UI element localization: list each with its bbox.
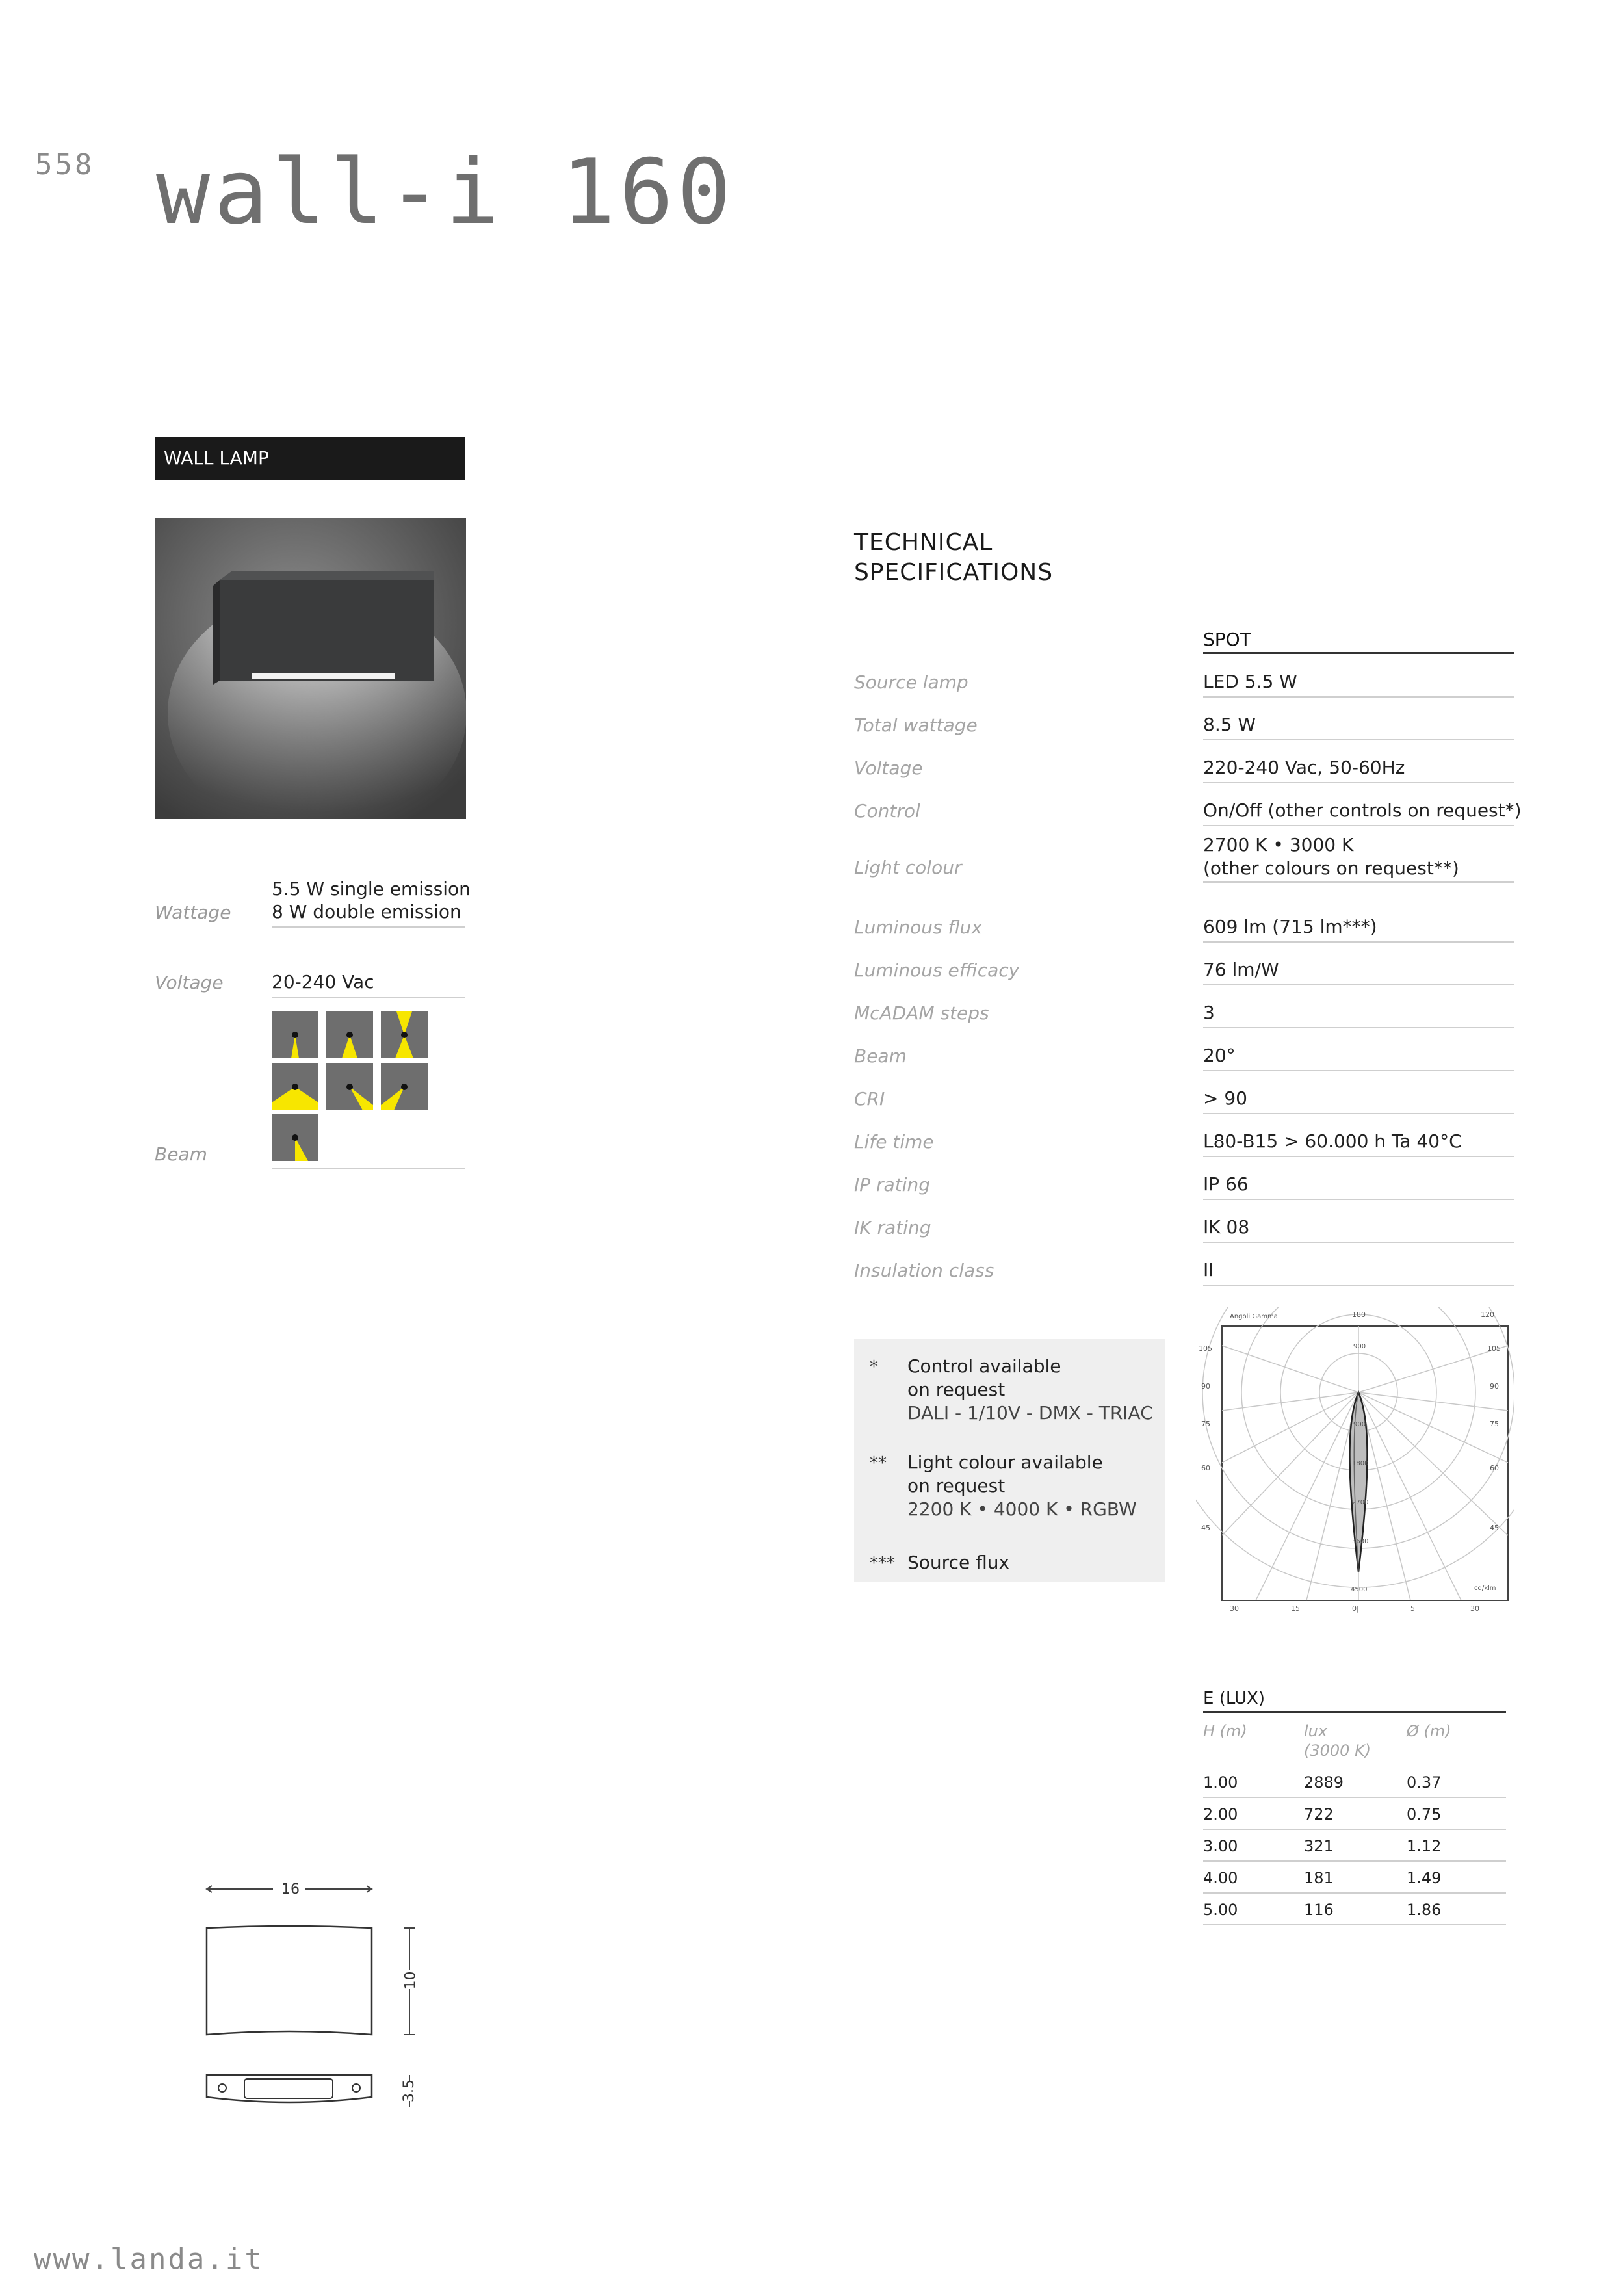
lux-cell-d: 1.12 — [1407, 1837, 1442, 1855]
note-1-title-1: Control available — [907, 1355, 1061, 1377]
lux-cell-d: 1.49 — [1407, 1869, 1442, 1887]
spec-value: 76 lm/W — [1203, 959, 1279, 980]
beam-icon-diagonal-right — [326, 1063, 373, 1110]
website[interactable]: www.landa.it — [34, 2243, 264, 2276]
spec-value: L80-B15 > 60.000 h Ta 40°C — [1203, 1130, 1462, 1152]
spec-row-divider — [1203, 1156, 1514, 1157]
polar-right-angle: 90 — [1490, 1382, 1499, 1390]
tech-title-line2: SPECIFICATIONS — [854, 559, 1054, 586]
divider — [272, 1168, 465, 1169]
beam-icon-medium-down — [326, 1011, 373, 1058]
polar-radial-value: 900 — [1353, 1343, 1366, 1350]
lux-col-lux-sub: (3000 K) — [1304, 1742, 1371, 1760]
note-mark-2: ** — [870, 1454, 887, 1473]
spec-label: Light colour — [854, 857, 962, 878]
lux-cell-d: 0.37 — [1407, 1773, 1442, 1792]
category-label: WALL LAMP — [155, 437, 465, 480]
note-3-text: Source flux — [907, 1552, 1010, 1573]
spec-label: Luminous efficacy — [854, 959, 1020, 981]
beam-icon-narrow-down — [272, 1011, 318, 1058]
spec-label: Luminous flux — [854, 917, 982, 938]
lux-col-lux: lux — [1304, 1722, 1328, 1740]
spec-value: 220-240 Vac, 50-60Hz — [1203, 757, 1405, 778]
tech-title-line1: TECHNICAL — [854, 529, 993, 556]
spec-label: McADAM steps — [854, 1002, 989, 1024]
dim-height: 10 — [402, 1971, 419, 1990]
lux-cell-h: 5.00 — [1203, 1901, 1238, 1919]
product-title: wall-i 160 — [156, 140, 735, 244]
spec-row-divider — [1203, 825, 1514, 826]
polar-left-angle: 90 — [1201, 1382, 1210, 1390]
polar-bottom-label: 0| — [1352, 1604, 1359, 1613]
spec-row-divider — [1203, 739, 1514, 740]
page-number: 558 — [35, 148, 95, 181]
lux-cell-h: 3.00 — [1203, 1837, 1238, 1855]
spec-label: CRI — [854, 1088, 885, 1110]
dim-width: 16 — [281, 1881, 300, 1898]
spec-row-divider — [1203, 1199, 1514, 1200]
note-2-title-1: Light colour available — [907, 1452, 1103, 1473]
spec-value: 20° — [1203, 1045, 1236, 1066]
wattage-label: Wattage — [155, 902, 231, 923]
spec-label: Total wattage — [854, 714, 978, 736]
polar-bottom-label: 30 — [1230, 1604, 1239, 1613]
lux-col-diameter: Ø (m) — [1407, 1722, 1451, 1740]
wattage-value-1: 5.5 W single emission — [272, 878, 471, 900]
polar-radial-value: 3600 — [1352, 1538, 1369, 1545]
spec-value: On/Off (other controls on request*) — [1203, 800, 1522, 821]
voltage-label: Voltage — [155, 972, 224, 993]
polar-bottom-label: 15 — [1291, 1604, 1300, 1613]
beam-icon-diagonal-left — [381, 1063, 428, 1110]
spec-row-divider — [1203, 984, 1514, 985]
spec-value: 609 lm (715 lm***) — [1203, 916, 1377, 937]
lux-cell-lux: 2889 — [1304, 1773, 1344, 1792]
note-2-detail: 2200 K • 4000 K • RGBW — [907, 1498, 1137, 1520]
spec-column-header: SPOT — [1203, 629, 1251, 650]
lux-row-divider — [1203, 1829, 1506, 1830]
lux-table-title: E (LUX) — [1203, 1689, 1266, 1708]
lux-row-divider — [1203, 1797, 1506, 1798]
beam-label: Beam — [155, 1143, 207, 1165]
lux-row-divider — [1203, 1892, 1506, 1894]
note-mark-1: * — [870, 1357, 878, 1377]
lux-cell-lux: 321 — [1304, 1837, 1334, 1855]
spec-value: > 90 — [1203, 1088, 1247, 1109]
spec-value: LED 5.5 W — [1203, 671, 1297, 692]
beam-icon-wide-down — [272, 1063, 318, 1110]
spec-row-divider — [1203, 1242, 1514, 1243]
spec-value: IP 66 — [1203, 1173, 1249, 1195]
polar-right-angle: 60 — [1490, 1464, 1499, 1472]
spec-label: Source lamp — [854, 672, 968, 693]
lux-row-divider — [1203, 1860, 1506, 1862]
polar-left-angle: 105 — [1199, 1344, 1212, 1353]
spec-row-divider — [1203, 881, 1514, 883]
spec-row-divider — [1203, 1113, 1514, 1114]
beam-icon-asymmetric — [272, 1114, 318, 1161]
note-1-title-2: on request — [907, 1379, 1006, 1400]
spec-value-2: (other colours on request**) — [1203, 857, 1459, 879]
spec-row-divider — [1203, 1027, 1514, 1028]
polar-left-angle: 45 — [1201, 1524, 1210, 1532]
spec-label: Life time — [854, 1131, 934, 1153]
polar-radial-value: 4500 — [1351, 1586, 1368, 1593]
product-photo — [155, 518, 466, 819]
polar-right-angle: 105 — [1487, 1344, 1501, 1353]
spec-value: IK 08 — [1203, 1216, 1250, 1238]
note-1-detail: DALI - 1/10V - DMX - TRIAC — [907, 1402, 1153, 1424]
lux-cell-lux: 116 — [1304, 1901, 1334, 1919]
tech-title — [854, 528, 1053, 588]
lux-row-divider — [1203, 1924, 1506, 1925]
spec-value: 8.5 W — [1203, 714, 1256, 735]
beam-icons — [272, 1011, 467, 1161]
lux-col-h: H (m) — [1203, 1722, 1247, 1740]
spec-label: Voltage — [854, 757, 923, 779]
divider — [272, 926, 465, 928]
polar-unit: cd/klm — [1474, 1585, 1496, 1592]
wattage-value-2: 8 W double emission — [272, 901, 461, 922]
polar-radial-value: 2700 — [1352, 1499, 1369, 1506]
lux-cell-h: 2.00 — [1203, 1805, 1238, 1823]
polar-header-left: Angoli Gamma — [1230, 1313, 1278, 1320]
beam-icon-double — [381, 1011, 428, 1058]
polar-radial-value: 900 — [1353, 1421, 1366, 1428]
polar-bottom-label: 5 — [1410, 1604, 1415, 1613]
spec-label: IK rating — [854, 1217, 931, 1238]
polar-left-angle: 75 — [1201, 1420, 1210, 1428]
polar-radial-value: 1800 — [1352, 1460, 1369, 1467]
note-2-title-2: on request — [907, 1475, 1006, 1496]
spec-row-divider — [1203, 696, 1514, 698]
lux-cell-d: 0.75 — [1407, 1805, 1442, 1823]
spec-label: Insulation class — [854, 1260, 994, 1281]
lux-cell-lux: 181 — [1304, 1869, 1334, 1887]
spec-value: II — [1203, 1259, 1214, 1281]
divider — [272, 997, 465, 998]
spec-value: 2700 K • 3000 K — [1203, 834, 1354, 855]
spec-row-divider — [1203, 941, 1514, 943]
dim-depth: 3.5 — [401, 2080, 417, 2102]
note-mark-3: *** — [870, 1554, 895, 1573]
lux-cell-h: 4.00 — [1203, 1869, 1238, 1887]
dimension-drawing — [195, 1872, 442, 2132]
polar-header-right: 120 — [1481, 1311, 1494, 1319]
polar-diagram — [1196, 1307, 1514, 1619]
spec-label: Control — [854, 800, 920, 822]
spec-row-divider — [1203, 782, 1514, 783]
lux-cell-lux: 722 — [1304, 1805, 1334, 1823]
spec-value: 3 — [1203, 1002, 1215, 1023]
polar-left-angle: 60 — [1201, 1464, 1210, 1472]
polar-right-angle: 45 — [1490, 1524, 1499, 1532]
voltage-value: 20-240 Vac — [272, 971, 374, 993]
spec-row-divider — [1203, 1285, 1514, 1286]
polar-bottom-label: 30 — [1470, 1604, 1479, 1613]
spec-row-divider — [1203, 1070, 1514, 1071]
header-rule — [1203, 652, 1514, 654]
spec-label: Beam — [854, 1045, 907, 1067]
lux-cell-d: 1.86 — [1407, 1901, 1442, 1919]
spec-label: IP rating — [854, 1174, 930, 1195]
polar-header-mid: 180 — [1352, 1311, 1366, 1319]
lux-cell-h: 1.00 — [1203, 1773, 1238, 1792]
lux-header-rule — [1203, 1711, 1506, 1713]
polar-right-angle: 75 — [1490, 1420, 1499, 1428]
